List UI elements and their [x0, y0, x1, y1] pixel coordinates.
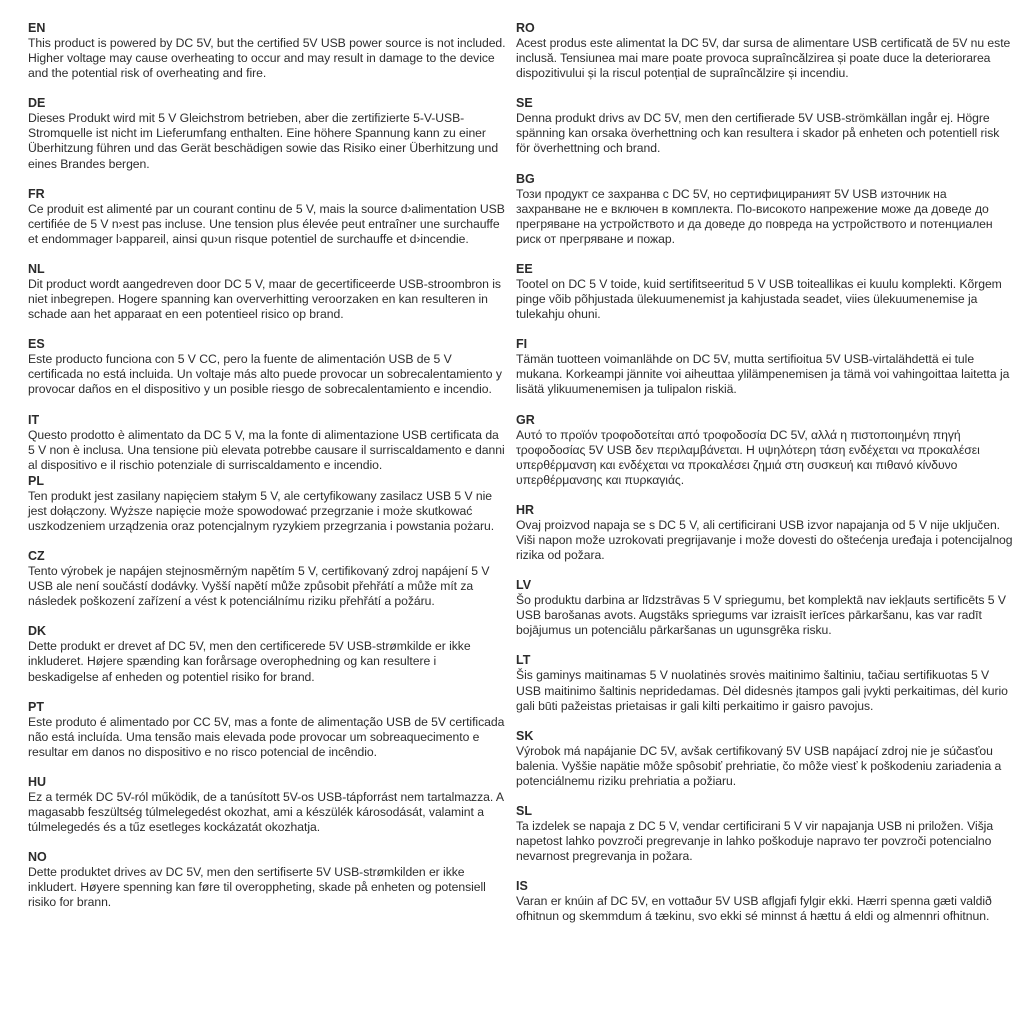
section-se [516, 96, 1013, 156]
section-hr [516, 503, 1013, 563]
warning-text-ro: Acest produs este alimentat la DC 5V, dar sursa de alimentare USB certificată de 5V nu este inclusă. Tensiunea mai mare poate provoca supraîncălzirea și poate duce la deteriorarea dispozitivului și la riscul potențial de supraîncălzire și incendiu. [516, 36, 1011, 81]
language-code-es: ES [28, 337, 45, 352]
language-code-en: EN [28, 21, 46, 35]
warning-text-dk: Dette produkt er drevet af DC 5V, men den certificerede 5V USB-strømkilde er ikke inkluderet. Højere spænding kan forårsage overophedning og kan resultere i beskadigelse af enheden og potentiel risiko for brand. [28, 639, 471, 684]
language-code-ee: EE [516, 261, 533, 276]
section-de [28, 96, 507, 171]
warning-text-se: Denna produkt drivs av DC 5V, men den certifierade 5V USB-strömkällan ingår ej. Högre spänning kan orsaka överhettning och kan resultera i skador på enheten och potentiell risk för överhettning och brand. [516, 111, 1000, 156]
warning-text-lt: Šis gaminys maitinamas 5 V nuolatinės srovės maitinimo šaltiniu, tačiau sertifikuotas 5 V USB maitinimo šaltinis nepridedamas. Dėl didesnės įtampos gali įvykti perkaitimas, dėl kurio gali būti pažeistas prietaisas ir gali kilti perkaitimo ir gaisro pavojus. [516, 668, 1008, 713]
language-code-ro: RO [516, 21, 535, 35]
section-no [28, 850, 507, 910]
warning-text-is: Varan er knúin af DC 5V, en vottaður 5V USB aflgjafi fylgir ekki. Hærri spenna gæti valdið ofhitnun og skemmdum á tækinu, svo ekki sé minnst á hættu á eldi og almennri ofhitnun. [516, 894, 992, 924]
language-code-sk: SK [516, 728, 534, 743]
language-code-it: IT [28, 412, 40, 427]
warning-text-pt: Este produto é alimentado por CC 5V, mas a fonte de alimentação USB de 5V certificada não está incluída. Uma tensão mais elevada pode provocar um sobreaquecimento e resultar em danos no dispositivo e no risco potencial de incêndio. [28, 714, 505, 759]
warning-text-fr: Ce produit est alimenté par un courant continu de 5 V, mais la source d›alimentation USB certifiée de 5 V n›est pas incluse. Une tension plus élevée peut entraîner une surchauffe et endommager l›appareil, ainsi qu›un risque potentiel de surchauffe et d›incendie. [28, 201, 505, 246]
section-fi [516, 337, 1013, 397]
warning-text-ee: Tootel on DC 5 V toide, kuid sertifitseeritud 5 V USB toiteallikas ei kuulu komplekti. Kõrgem pinge võib põhjustada ülekuumenemist ja kahjustada seadet, viies ülekuumenemise ja tulekahju ohuni. [516, 276, 1002, 322]
warning-text-cz: Tento výrobek je napájen stejnosměrným napětím 5 V, certifikovaný zdroj napájení 5 V USB ale není součástí dodávky. Vyšší napětí může způsobit přehřátí a může mít za následek poškození zařízení a vést k potenciálnímu riziku přehřátí a požáru. [28, 564, 490, 609]
warning-text-pl: Ten produkt jest zasilany napięciem stałym 5 V, ale certyfikowany zasilacz USB 5 V nie jest dołączony. Wyższe napięcie może spowodować przegrzanie i może skutkować uszkodzeniem urządzenia oraz potencjalnym ryzykiem przegrzania i powstania pożaru. [28, 488, 495, 533]
section-dk [28, 624, 507, 684]
section-bg [516, 172, 1013, 247]
section-hu [28, 775, 507, 835]
section-sl [516, 804, 1013, 864]
section-gr [516, 413, 1013, 488]
left-column [28, 21, 507, 1024]
language-code-bg: BG [516, 171, 535, 186]
section-es [28, 337, 507, 397]
language-code-dk: DK [28, 624, 47, 639]
section-ro [516, 21, 1013, 81]
section-fr [28, 187, 507, 247]
language-code-sl: SL [516, 804, 532, 818]
section-sk [516, 729, 1013, 789]
language-code-hu: HU [28, 774, 47, 789]
warning-text-gr: Αυτό το προϊόν τροφοδοτείται από τροφοδοσία DC 5V, αλλά η πιστοποιημένη πηγή τροφοδοσίας 5V USB δεν περιλαμβάνεται. Η υψηλότερη τάση ενδέχεται να προκαλέσει υπερθέρμανση και ενδέχεται να προκαλέσει ζημιά στη συσκευή και πιθανό κίνδυνο υπερθέρμανσης και πυρκαγιάς. [516, 427, 980, 487]
warning-text-hr: Ovaj proizvod napaja se s DC 5 V, ali certificirani USB izvor napajanja od 5 V nije uključen. Viši napon može uzrokovati pregrijavanje i može dovesti do oštećenja uređaja i potencijalnog rizika od požara. [516, 517, 1013, 563]
warning-text-lv: Šo produktu darbina ar līdzstrāvas 5 V spriegumu, bet komplektā nav iekļauts sertificēts 5 V USB barošanas avots. Augstāks spriegums var izraisīt ierīces pārkaršanu, kas var radīt bojājumus un potenciālu pārkaršanas un ugunsgrēka risku. [516, 593, 1006, 638]
section-it [28, 413, 507, 473]
section-ee [516, 262, 1013, 322]
language-code-cz: CZ [28, 549, 45, 564]
section-pt [28, 700, 507, 760]
warning-text-bg: Този продукт се захранва с DC 5V, но сертифицираният 5V USB източник на захранване не е включен в комплекта. По-високото напрежение може да доведе до прегряване на устройството и да доведе до повреда на устройството и потенциален риск от прегряване и пожар. [516, 186, 993, 246]
language-code-is: IS [516, 879, 528, 894]
language-code-lv: LV [516, 578, 532, 593]
warning-text-nl: Dit product wordt aangedreven door DC 5 V, maar de gecertificeerde USB-stroombron is niet inbegrepen. Hogere spanning kan oververhitting veroorzaken en kan resulteren in schade aan het apparaat en een potentieel risico op brand. [28, 276, 501, 322]
language-code-de: DE [28, 96, 46, 111]
warning-text-it: Questo prodotto è alimentato da DC 5 V, ma la fonte di alimentazione USB certificata da 5 V non è inclusa. Una tensione più elevata potrebbe causare il surriscaldamento e danni al dispositivo e il rischio potenziale di surriscaldamento e incendio. [28, 427, 505, 472]
section-cz [28, 549, 507, 609]
language-code-pl: PL [28, 473, 44, 488]
warning-text-no: Dette produktet drives av DC 5V, men den sertifiserte 5V USB-strømkilden er ikke inkludert. Høyere spenning kan føre til overoppheting, skade på enheten og potensiell risiko for brann. [28, 865, 486, 910]
warning-text-sl: Ta izdelek se napaja z DC 5 V, vendar certificirani 5 V vir napajanja USB ni priložen. Višja napetost lahko povzroči pregrevanje in lahko poškoduje napravo ter povzroči potencialno nevarnost pregrevanja in požara. [516, 819, 994, 864]
language-code-nl: NL [28, 261, 45, 276]
warning-text-fi: Tämän tuotteen voimanlähde on DC 5V, mutta sertifioitua 5V USB-virtalähdettä ei tule mukana. Korkeampi jännite voi aiheuttaa ylilämpenemisen ja tämä voi vahingoittaa laitetta ja lisätä ylikuumenemisen ja tulipalon riskiä. [516, 352, 1010, 397]
section-pl [28, 474, 507, 534]
warning-text-es: Este producto funciona con 5 V CC, pero la fuente de alimentación USB de 5 V certificada no está incluida. Un voltaje más alto puede provocar un sobrecalentamiento y provocar daños en el dispositivo y un posible riesgo de sobrecalentamiento e incendio. [28, 352, 502, 397]
section-lv [516, 578, 1013, 638]
warning-text-en: This product is powered by DC 5V, but the certified 5V USB power source is not included. Higher voltage may cause overheating to occur and may result in damage to the device and the potential risk of overheating and fire. [28, 36, 506, 81]
warning-text-sk: Výrobok má napájanie DC 5V, avšak certifikovaný 5V USB napájací zdroj nie je súčasťou balenia. Vyššie napätie môže spôsobiť prehriatie, čo môže viesť k poškodeniu zariadenia a potenciálnemu riziku prehriatia a požiaru. [516, 743, 1002, 788]
language-code-fi: FI [516, 337, 528, 352]
warning-text-de: Dieses Produkt wird mit 5 V Gleichstrom betrieben, aber die zertifizierte 5-V-USB-Stromquelle ist nicht im Lieferumfang enthalten. Eine höhere Spannung kann zu einer Überhitzung führen und das Gerät beschädigen sowie das Risiko einer Überhitzung und eines Brandes bergen. [28, 111, 499, 171]
language-code-hr: HR [516, 502, 535, 517]
section-en [28, 21, 507, 81]
language-code-pt: PT [28, 699, 44, 714]
right-column [516, 21, 1013, 1024]
language-code-no: NO [28, 850, 47, 865]
language-code-gr: GR [516, 412, 535, 427]
language-code-fr: FR [28, 186, 45, 201]
section-lt [516, 653, 1013, 713]
language-code-lt: LT [516, 653, 531, 668]
section-is [516, 879, 1013, 924]
warning-text-hu: Ez a termék DC 5V-ról működik, de a tanúsított 5V-os USB-tápforrást nem tartalmazza. A magasabb feszültség túlmelegedést okozhat, ami a készülék károsodását, valamint a túlmelegedés és a tűz esetleges kockázatát okozhatja. [28, 789, 504, 835]
section-nl [28, 262, 507, 322]
language-code-se: SE [516, 96, 533, 111]
